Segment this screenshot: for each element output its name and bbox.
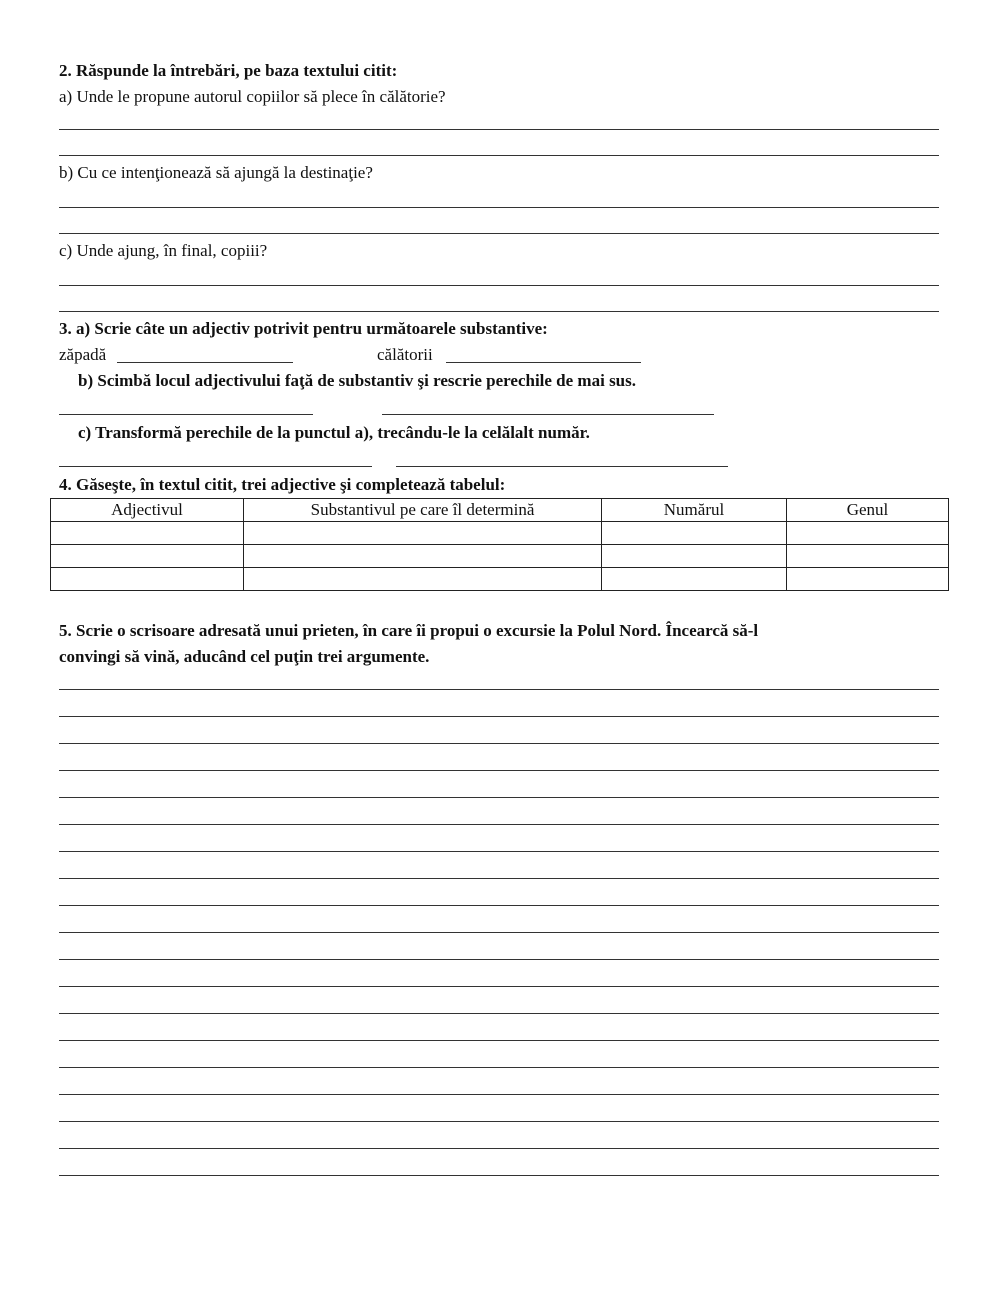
q3-a-instruction: 3. a) Scrie câte un adjectiv potrivit pentru următoarele substantive: <box>59 319 548 338</box>
table-cell[interactable] <box>51 522 244 545</box>
answer-line-q2b-2[interactable] <box>59 233 939 234</box>
letter-line[interactable] <box>59 770 939 771</box>
header-substantivul: Substantivul pe care îl determină <box>244 499 602 522</box>
blank-q3c-1[interactable] <box>59 466 372 467</box>
blank-calatorii[interactable] <box>446 362 641 363</box>
table-cell[interactable] <box>244 545 602 568</box>
header-numarul: Numărul <box>602 499 787 522</box>
table-cell[interactable] <box>51 545 244 568</box>
letter-line[interactable] <box>59 743 939 744</box>
q2-title: 2. Răspunde la întrebări, pe baza textului citit: <box>59 61 398 80</box>
blank-zapada[interactable] <box>117 362 293 363</box>
letter-line[interactable] <box>59 1094 939 1095</box>
answer-line-q2a-1[interactable] <box>59 129 939 130</box>
table-cell[interactable] <box>244 568 602 591</box>
letter-line[interactable] <box>59 905 939 906</box>
table-cell[interactable] <box>51 568 244 591</box>
header-genul: Genul <box>787 499 949 522</box>
q5-instruction-line1: 5. Scrie o scrisoare adresată unui prieten, în care îi propui o excursie la Polul Nord. Încearcă să-l <box>59 621 759 640</box>
q2-b-question: b) Cu ce intenţionează să ajungă la destinaţie? <box>59 163 373 182</box>
q2-c-question: c) Unde ajung, în final, copiii? <box>59 241 268 260</box>
table-row <box>51 568 949 591</box>
answer-line-q2c-2[interactable] <box>59 311 939 312</box>
q3-word-zapada: zăpadă <box>59 345 107 364</box>
letter-line[interactable] <box>59 824 939 825</box>
letter-line[interactable] <box>59 1121 939 1122</box>
letter-line[interactable] <box>59 689 939 690</box>
q3-b-instruction: b) Scimbă locul adjectivului faţă de substantiv şi rescrie perechile de mai sus. <box>78 371 637 390</box>
q4-title: 4. Găseşte, în textul citit, trei adjective şi completează tabelul: <box>59 475 506 494</box>
answer-line-q2b-1[interactable] <box>59 207 939 208</box>
letter-line[interactable] <box>59 878 939 879</box>
letter-line[interactable] <box>59 1040 939 1041</box>
table-row <box>51 545 949 568</box>
table-cell[interactable] <box>787 545 949 568</box>
letter-line[interactable] <box>59 1067 939 1068</box>
table-cell[interactable] <box>602 568 787 591</box>
letter-line[interactable] <box>59 716 939 717</box>
letter-line[interactable] <box>59 986 939 987</box>
table-cell[interactable] <box>787 522 949 545</box>
table-header-row <box>51 499 949 522</box>
letter-line[interactable] <box>59 959 939 960</box>
table-row <box>51 522 949 545</box>
table-cell[interactable] <box>787 568 949 591</box>
table-cell[interactable] <box>602 545 787 568</box>
blank-q3b-1[interactable] <box>59 414 313 415</box>
blank-q3c-2[interactable] <box>396 466 728 467</box>
q3-word-calatorii: călătorii <box>377 345 433 364</box>
letter-line[interactable] <box>59 1175 939 1176</box>
letter-line[interactable] <box>59 932 939 933</box>
q3-c-instruction: c) Transformă perechile de la punctul a), trecându-le la celălalt număr. <box>78 423 590 442</box>
letter-line[interactable] <box>59 797 939 798</box>
letter-line[interactable] <box>59 1013 939 1014</box>
answer-line-q2a-2[interactable] <box>59 155 939 156</box>
answer-line-q2c-1[interactable] <box>59 285 939 286</box>
table-cell[interactable] <box>602 522 787 545</box>
letter-line[interactable] <box>59 1148 939 1149</box>
q2-a-question: a) Unde le propune autorul copiilor să plece în călătorie? <box>59 87 446 106</box>
header-adjectivul: Adjectivul <box>51 499 244 522</box>
letter-line[interactable] <box>59 851 939 852</box>
adjective-table <box>50 498 949 591</box>
q5-instruction-line2: convingi să vină, aducând cel puţin trei argumente. <box>59 647 430 666</box>
table-cell[interactable] <box>244 522 602 545</box>
blank-q3b-2[interactable] <box>382 414 714 415</box>
